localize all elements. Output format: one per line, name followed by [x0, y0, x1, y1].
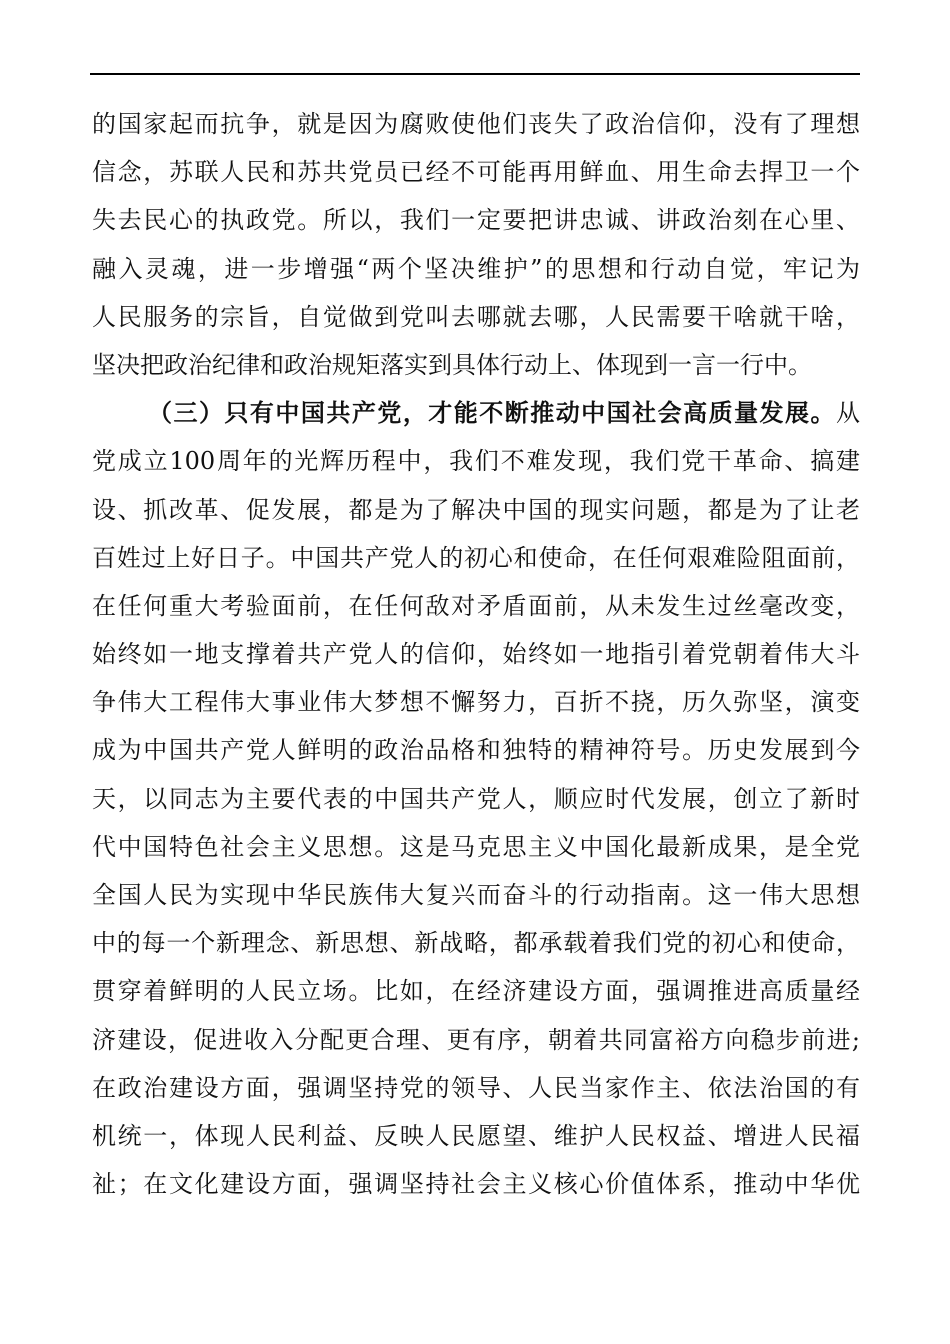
paragraph-line: 党成立100周年的光辉历程中，我们不难发现，我们党干革命、搞建: [92, 447, 860, 476]
paragraph-line: 机统一，体现人民利益、反映人民愿望、维护人民权益、增进人民福: [92, 1121, 860, 1150]
paragraph-line: 济建设，促进收入分配更合理、更有序，朝着共同富裕方向稳步前进;: [92, 1025, 860, 1054]
paragraph-line: 设、抓改革、促发展，都是为了解决中国的现实问题，都是为了让老: [92, 495, 860, 524]
paragraph-line: 信念，苏联人民和苏共党员已经不可能再用鲜血、用生命去捍卫一个: [92, 158, 860, 187]
section-heading-tail: 从: [836, 399, 860, 428]
header-rule: [90, 73, 860, 75]
paragraph-line: 在政治建设方面，强调坚持党的领导、人民当家作主、依法治国的有: [92, 1073, 860, 1102]
paragraph-line: 全国人民为实现中华民族伟大复兴而奋斗的行动指南。这一伟大思想: [92, 881, 860, 909]
paragraph-line: 贯穿着鲜明的人民立场。比如，在经济建设方面，强调推进高质量经: [92, 977, 860, 1006]
paragraph-line: 的国家起而抗争，就是因为腐败使他们丧失了政治信仰，没有了理想: [92, 110, 860, 138]
paragraph-line: 中的每一个新理念、新思想、新战略，都承载着我们党的初心和使命，: [92, 929, 860, 958]
paragraph-line: 始终如一地支撑着共产党人的信仰，始终如一地指引着党朝着伟大斗: [92, 640, 860, 669]
document-body: [92, 100, 860, 1208]
paragraph-line: 坚决把政治纪律和政治规矩落实到具体行动上、体现到一言一行中。: [92, 350, 812, 379]
paragraph-line: 祉；在文化建设方面，强调坚持社会主义核心价值体系，推动中华优: [92, 1170, 860, 1199]
section-heading-line: [92, 389, 860, 437]
paragraph-line: 百姓过上好日子。中国共产党人的初心和使命，在任何艰难险阻面前，: [92, 543, 860, 572]
paragraph-line: 融入灵魂，进一步增强“两个坚决维护”的思想和行动自觉，牢记为: [92, 254, 860, 283]
paragraph-line: 人民服务的宗旨，自觉做到党叫去哪就去哪，人民需要干啥就干啥，: [92, 302, 860, 331]
paragraph-line: 代中国特色社会主义思想。这是马克思主义中国化最新成果，是全党: [92, 832, 860, 861]
paragraph-line: 失去民心的执政党。所以，我们一定要把讲忠诚、讲政治刻在心里、: [92, 206, 860, 235]
paragraph-line: 天，以同志为主要代表的中国共产党人，顺应时代发展，创立了新时: [92, 784, 860, 813]
paragraph-line: 成为中国共产党人鲜明的政治品格和独特的精神符号。历史发展到今: [92, 736, 860, 765]
paragraph-line: 在任何重大考验面前，在任何敌对矛盾面前，从未发生过丝毫改变，: [92, 591, 860, 620]
section-heading: （三）只有中国共产党，才能不断推动中国社会高质量发展。: [148, 398, 836, 428]
paragraph-line: 争伟大工程伟大事业伟大梦想不懈努力，百折不挠，历久弥坚，演变: [92, 688, 860, 717]
